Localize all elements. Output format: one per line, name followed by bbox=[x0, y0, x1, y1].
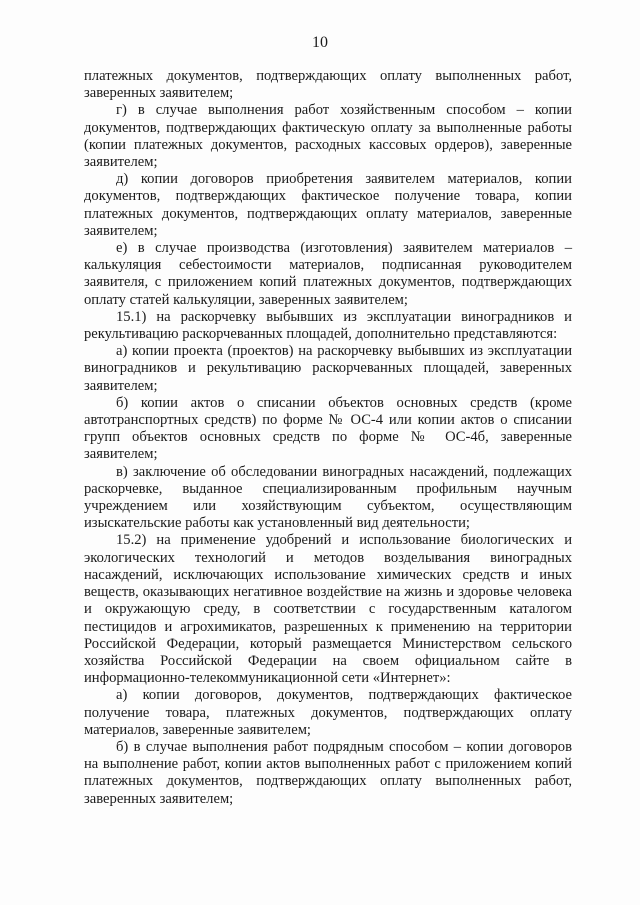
paragraph: а) копии договоров, документов, подтверждающих фактическое получение товара, платежных документов, подтверждающих оплату материалов, заверенные заявителем; bbox=[84, 687, 572, 738]
paragraph: б) в случае выполнения работ подрядным способом – копии договоров на выполнение работ, копии актов выполненных работ с приложением копий платежных документов, подтверждающих оплату выполненных работ, заверенных заявителем; bbox=[84, 738, 572, 807]
paragraph: 15.2) на применение удобрений и использование биологических и экологических технологий и методов возделывания виноградных насаждений, исключающих использование химических средств и иных веществ, оказывающих негативное воздействие на жизнь и здоровье человека и окружающую среду, в соответствии с государственным каталогом пестицидов и агрохимикатов, разрешенных к применению на территории Российской Федерации, который размещается Министерством сельского хозяйства Российской Федерации на своем официальном сайте в информационно-телекоммуникационной сети «Интернет»: bbox=[84, 532, 572, 687]
paragraph: г) в случае выполнения работ хозяйственным способом – копии документов, подтверждающих фактическую оплату за выполненные работы (копии платежных документов, расходных кассовых ордеров), заверенные заявителем; bbox=[84, 102, 572, 171]
paragraph: 15.1) на раскорчевку выбывших из эксплуатации виноградников и рекультивацию раскорчеванных площадей, дополнительно представляются: bbox=[84, 308, 572, 343]
paragraph: платежных документов, подтверждающих оплату выполненных работ, заверенных заявителем; bbox=[84, 68, 572, 102]
paragraph: е) в случае производства (изготовления) заявителем материалов – калькуляция себестоимости материалов, подписанная руководителем заявителя, с приложением копий платежных документов, подтверждающих оплату статей калькуляции, заверенных заявителем; bbox=[84, 240, 572, 308]
paragraph: в) заключение об обследовании виноградных насаждений, подлежащих раскорчевке, выданное специализированным профильным научным учреждением или хозяйствующим субъектом, осуществляющим изыскательские работы как установленный вид деятельности; bbox=[84, 463, 572, 532]
paragraph: а) копии проекта (проектов) на раскорчевку выбывших из эксплуатации виноградников и рекультивацию раскорчеванных площадей, заверенных заявителем; bbox=[84, 343, 572, 394]
paragraph: б) копии актов о списании объектов основных средств (кроме автотранспортных средств) по форме № ОС-4 или копии актов о списании групп объектов основных средств по форме № ОС-4б, заверенные заявителем; bbox=[84, 394, 572, 463]
document-body bbox=[84, 68, 572, 808]
paragraph: д) копии договоров приобретения заявителем материалов, копии документов, подтверждающих фактическое получение товара, копии платежных документов, подтверждающих оплату материалов, заверенные заявителем; bbox=[84, 171, 572, 239]
page-number: 10 bbox=[312, 34, 328, 51]
